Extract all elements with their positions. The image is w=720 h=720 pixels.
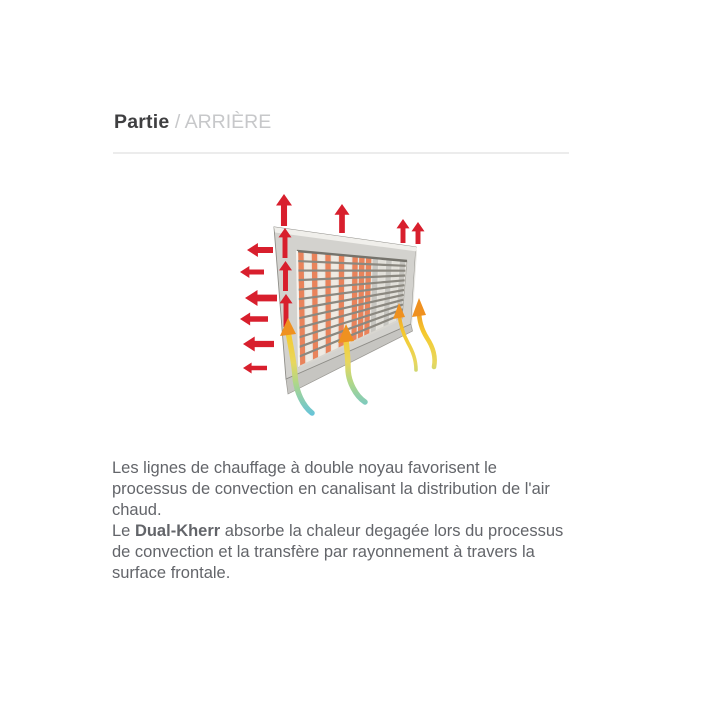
radiator-illustration (215, 180, 485, 440)
left-arrow (243, 363, 267, 374)
section-header (114, 111, 271, 134)
paragraph-2-line-1 (112, 521, 632, 542)
up-arrow (412, 222, 425, 244)
para2-prefix: Le (112, 522, 135, 540)
header-divider (113, 152, 569, 154)
page-subtitle: / ARRIÈRE (169, 111, 272, 133)
convection-arrowhead (412, 298, 426, 317)
convection-arrow (419, 311, 435, 367)
para2-suffix: absorbe la chaleur degagée lors du processus (220, 522, 564, 540)
para2-brand-bold: Dual-Kherr (134, 522, 221, 540)
page-title: Partie (114, 111, 170, 133)
up-arrow (397, 219, 410, 243)
text-line: surface frontale. (112, 564, 231, 582)
text-line: processus de convection en canalisant la distribution de l'air (112, 480, 550, 498)
left-arrow (240, 266, 264, 278)
text-line: Les lignes de chauffage à double noyau favorisent le (112, 459, 497, 477)
paragraph-1 (112, 458, 632, 521)
left-arrow (243, 337, 274, 352)
left-arrow (240, 313, 268, 326)
up-arrow (276, 194, 292, 226)
left-arrow (247, 243, 273, 257)
left-arrow (245, 290, 277, 306)
up-arrow (335, 204, 350, 233)
text-line: de convection et la transfère par rayonnement à travers la (112, 543, 535, 561)
paragraph-2-rest (112, 542, 632, 584)
text-line: chaud. (112, 501, 162, 519)
body-text (112, 458, 632, 584)
